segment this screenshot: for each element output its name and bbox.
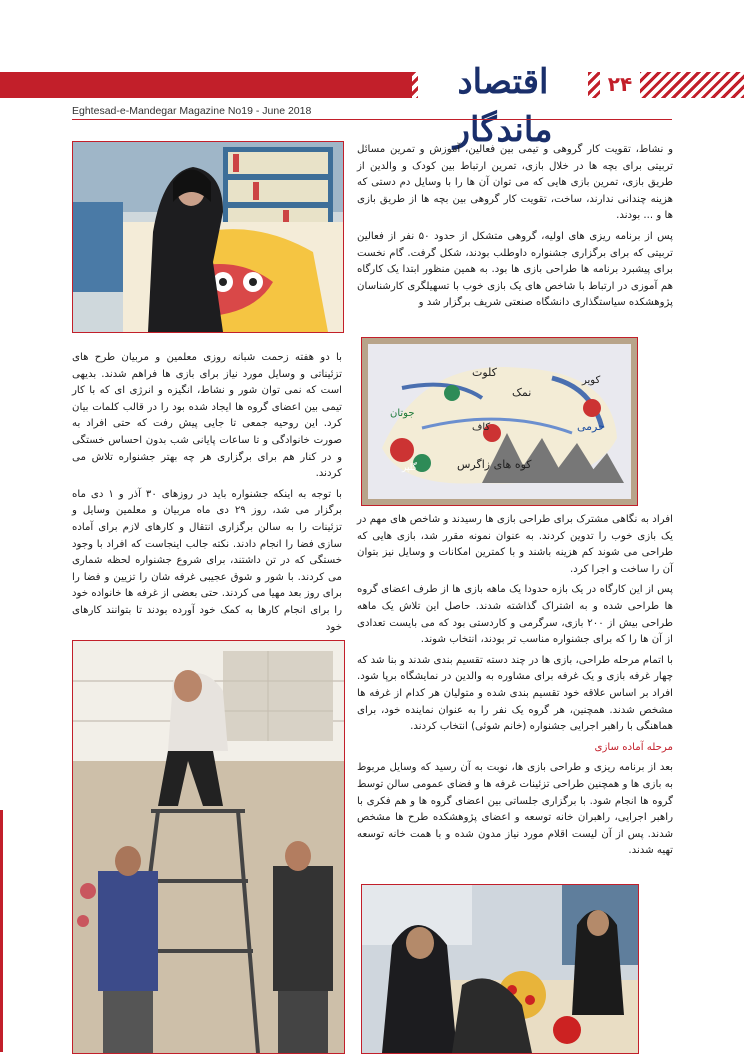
text-column-left-top	[72, 350, 342, 640]
header-rule	[72, 119, 672, 120]
photo-men-ladder	[72, 640, 345, 1054]
paragraph: و نشاط، تقویت کار گروهی و تیمی بین فعالین، آموزش و تمرین مسائل تربیتی برای بچه ها در خلال بازی، تمرین ارتباط بین کودک و والدین از طریق بازی، تمرین بازی هایی که می توان آن ها را با وسایل دم دستی که هزینه چندانی ندارند، ساخت، تقویت کار گروهی بین بچه ها از طریق بازی ها و ... بودند.	[357, 144, 673, 222]
section-heading: مرحله آماده سازی	[594, 741, 673, 753]
board-label: کویر	[582, 375, 601, 386]
magazine-logo: اقتصاد ماندگار	[453, 62, 553, 150]
board-label: کاف	[472, 422, 491, 433]
photo-game-board	[361, 337, 638, 506]
board-label: نمک	[512, 386, 532, 399]
board-label: کلوت	[472, 366, 497, 379]
paragraph: پس از این کارگاه در یک بازه حدودا یک ماهه بازی ها از طرف اعضای گروه ها طراحی شده و به اشتراک گذاشته شدند. حاصل این تلاش یک ماهه طراحی بیش از ۲۰۰ بازی، سرگرمی و کاردستی بود که می بایست تعدادی از آن ها را که برای جشنواره مناسب تر بودند، انتخاب شوند.	[357, 584, 673, 646]
board-label: کوه های زاگرس	[457, 458, 532, 471]
text-column-right-bottom	[357, 512, 673, 864]
board-label: حرمی	[577, 420, 605, 433]
page-edge-accent	[0, 810, 3, 1052]
header-red-bar	[0, 72, 412, 98]
paragraph: بعد از برنامه ریزی و طراحی بازی ها، نوبت به آن رسید که وسایل مربوط به بازی ها و همچنین طراحی تزئینات غرفه ها و فضای عمومی سالن توسط گروه ها انجام شود. با برگزاری جلساتی بین اعضای گروه ها و هم فکری با راهبر اجرایی، راهبران خانه توسعه و اعضای پژوهشکده طرح ها مشخص شدند. پس از آن لیست اقلام مورد نیاز مدون شده و با همت خانه توسعه تهیه شدند.	[357, 762, 673, 857]
photo-women-workshop	[361, 884, 639, 1054]
text-column-right-top	[357, 142, 673, 316]
photo-woman-painting	[72, 141, 344, 333]
paragraph: با توجه به اینکه جشنواره باید در روزهای ۳۰ آذر و ۱ دی ماه برگزار می شد، روز ۲۹ دی ماه مربیان و معلمین وسایل و تزئینات را به سالن برگزاری انتقال و کارهای لازم برای آماده سازی فضا را انجام دادند. نکته جالب اینجاست که افراد با وجود خستگی که در تن داشتند، برای شروع جشنواره لحظه شماری می کردند. با شور و شوق عجیبی غرفه شان را تزیین و فضا را برای روز بعد مهیا می کردند. حتی بعضی از غرفه ها خانواده خود را برای انجام کارها به کمک خود آورده بودند تا بتوانند کارهای خود	[72, 488, 343, 633]
page-number: ۲۴	[600, 70, 640, 98]
paragraph: با اتمام مرحله طراحی، بازی ها در چند دسته تقسیم بندی شدند و بنا شد که چهار غرفه بازی و یک غرفه برای مشاوره به والدین در نمایشگاه برپا شود. افراد بر اساس علاقه خود تقسیم بندی شده و متولیان هر کدام از غرفه ها مشخص شدند. همچنین، هر گروه یک نفر را به عنوان نماینده خود، برای هماهنگی با راهبر اجرایی جشنواره (خانم شوئی) انتخاب کردند.	[357, 654, 673, 733]
paragraph: با دو هفته زحمت شبانه روزی معلمین و مربیان طرح های تزئیناتی و وسایل مورد نیاز برای بازی ها فراهم شدند. بدیهی است که نمی توان شور و نشاط، انگیزه و انرژی ای که با کار تیمی بین اعضای گروه ها ایجاد شده بود را در قالب کلمات بیان کرد. این روحیه جمعی تا جایی پیش رفت که حتی افراد به صورت خانوادگی و تا ساعات پایانی شب بدون احساس خستگی و در کنار هم برای برگزاری هر چه بهتر جشنواره تلاش می کردند.	[72, 352, 342, 480]
paragraph: پس از برنامه ریزی های اولیه، گروهی متشکل از حدود ۵۰ نفر از فعالین تربیتی که برای برگزاری جشنواره داوطلب بودند، شکل گرفت. گام نخست برای پیشبرد برنامه ها طراحی بازی ها بود. به همین منظور ابتدا یک کارگاه هم آموزی در ارتباط با شاخص های یک بازی خوب با تسهیلگری کارشناسان پژوهشکده سیاستگذاری دانشگاه صنعتی شریف برگزار شد و	[357, 230, 673, 309]
issue-subhead: Eghtesad-e-Mandegar Magazine No19 - June 2018	[72, 105, 312, 117]
paragraph: افراد به نگاهی مشترک برای طراحی بازی ها رسیدند و شاخص های مهم در یک بازی خوب را تدوین کردند. به عنوان نمونه مقرر شد، بازی هایی که طراحی می شوند کم هزینه باشند و با کمترین امکانات و وسایل نیز بتوان آن را ساخت و اجرا کرد.	[357, 514, 673, 575]
board-label: جوتان	[390, 408, 415, 419]
board-label: گلپر	[402, 463, 417, 473]
